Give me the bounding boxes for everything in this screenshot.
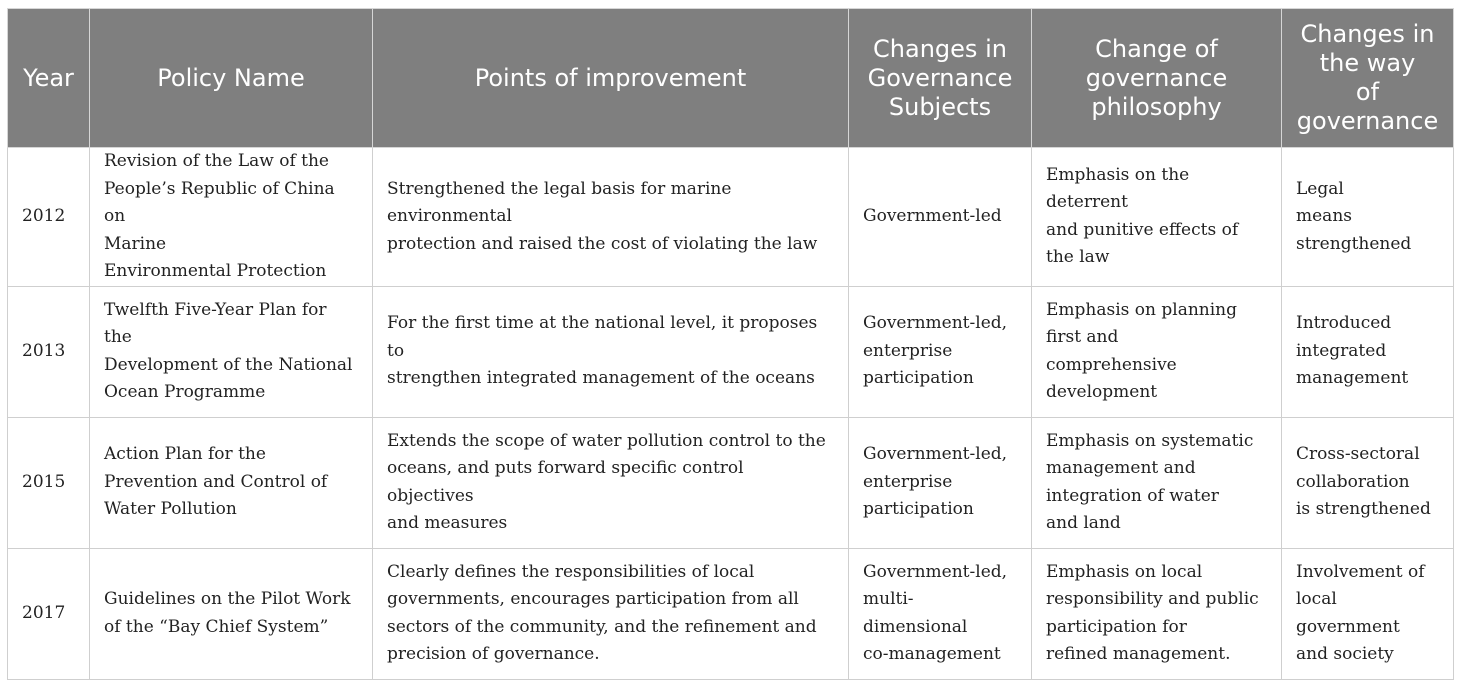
header-year: Year xyxy=(8,9,90,148)
header-points-of-improvement: Points of improvement xyxy=(373,9,849,148)
header-way-of-governance: Changes in the way of governance xyxy=(1282,9,1454,148)
table-row xyxy=(8,286,1454,417)
cell-improvement: Clearly defines the responsibilities of local governments, encourages participation from all sectors of the community, and the refinement and precision of governance. xyxy=(373,548,849,679)
cell-policy-name: Action Plan for the Prevention and Control of Water Pollution xyxy=(90,417,373,548)
cell-subjects: Government-led, enterprise participation xyxy=(849,286,1032,417)
cell-policy-name: Twelfth Five-Year Plan for the Development of the National Ocean Programme xyxy=(90,286,373,417)
policy-table xyxy=(7,8,1454,680)
header-governance-subjects: Changes in Governance Subjects xyxy=(849,9,1032,148)
header-row xyxy=(8,9,1454,148)
cell-year: 2012 xyxy=(8,148,90,287)
cell-improvement: For the first time at the national level, it proposes to strengthen integrated management of the oceans xyxy=(373,286,849,417)
table-body xyxy=(8,148,1454,680)
cell-philosophy: Emphasis on the deterrent and punitive effects of the law xyxy=(1032,148,1282,287)
cell-way: Involvement of local government and society xyxy=(1282,548,1454,679)
cell-way: Legal means strengthened xyxy=(1282,148,1454,287)
header-policy-name: Policy Name xyxy=(90,9,373,148)
cell-year: 2015 xyxy=(8,417,90,548)
table-row xyxy=(8,417,1454,548)
table-header xyxy=(8,9,1454,148)
cell-subjects: Government-led, multi-dimensional co-management xyxy=(849,548,1032,679)
cell-philosophy: Emphasis on planning first and comprehensive development xyxy=(1032,286,1282,417)
cell-policy-name: Guidelines on the Pilot Work of the “Bay Chief System” xyxy=(90,548,373,679)
cell-subjects: Government-led xyxy=(849,148,1032,287)
cell-philosophy: Emphasis on local responsibility and public participation for refined management. xyxy=(1032,548,1282,679)
header-governance-philosophy: Change of governance philosophy xyxy=(1032,9,1282,148)
cell-way: Cross-sectoral collaboration is strengthened xyxy=(1282,417,1454,548)
cell-way: Introduced integrated management xyxy=(1282,286,1454,417)
cell-year: 2017 xyxy=(8,548,90,679)
table-row xyxy=(8,148,1454,287)
table-row xyxy=(8,548,1454,679)
cell-improvement: Strengthened the legal basis for marine environmental protection and raised the cost of violating the law xyxy=(373,148,849,287)
cell-improvement: Extends the scope of water pollution control to the oceans, and puts forward specific control objectives and measures xyxy=(373,417,849,548)
cell-policy-name: Revision of the Law of the People’s Republic of China on Marine Environmental Protection xyxy=(90,148,373,287)
cell-year: 2013 xyxy=(8,286,90,417)
cell-philosophy: Emphasis on systematic management and integration of water and land xyxy=(1032,417,1282,548)
cell-subjects: Government-led, enterprise participation xyxy=(849,417,1032,548)
